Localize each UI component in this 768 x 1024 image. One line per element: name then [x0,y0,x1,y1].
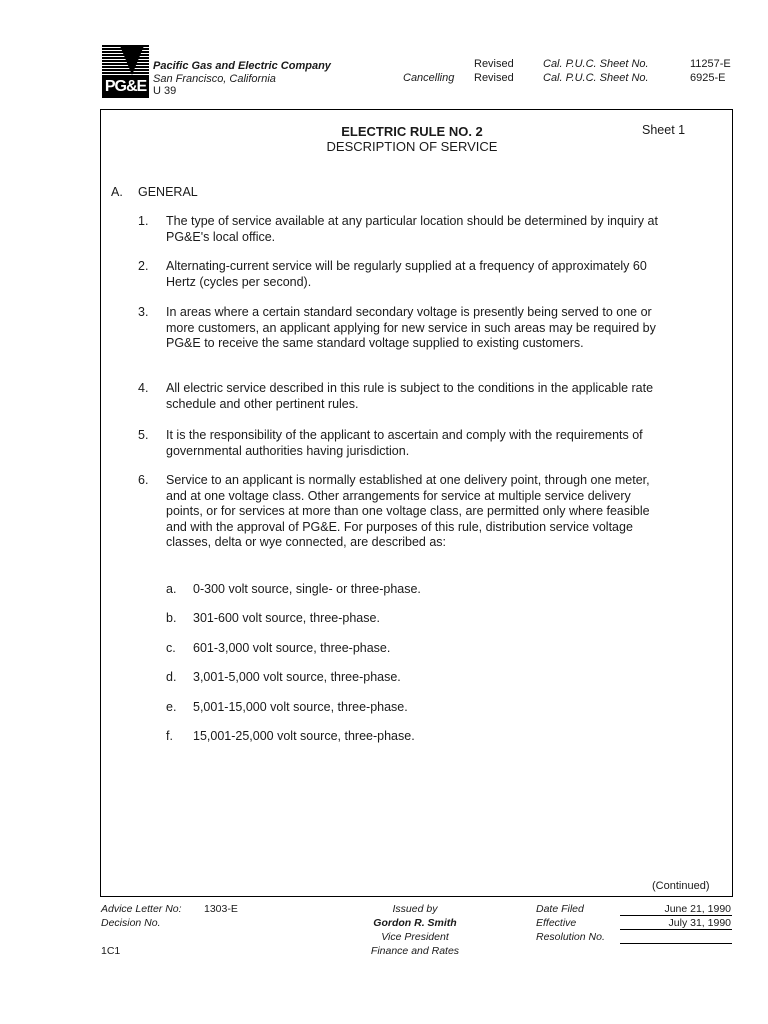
effective-value: July 31, 1990 [668,917,731,929]
effective-label: Effective [536,917,577,929]
item-number: 3. [138,305,149,319]
advice-letter-label: Advice Letter No: [101,903,182,915]
rule-title: ELECTRIC RULE NO. 2 [341,124,483,139]
item-text: In areas where a certain standard secondary voltage is presently being served to one or more customers, an applicant applying for new service in such areas may be required by PG&E to receive the same standard voltage supplied to existing customers. [166,305,656,350]
subitem-letter: b. [166,611,177,625]
subitem-letter: e. [166,700,177,714]
subitem-letter: c. [166,641,176,655]
form-code: 1C1 [101,945,121,957]
issuer-title: Vice President [381,931,449,943]
item-number: 5. [138,428,149,442]
cancelling-label: Cancelling [403,72,455,84]
resolution-label: Resolution No. [536,931,605,943]
sheet-indicator: Sheet 1 [642,123,686,137]
subitem-text: 15,001-25,000 volt source, three-phase. [193,729,415,743]
utility-number: U 39 [153,85,177,97]
sheet-number-2: 6925-E [690,72,726,84]
revised-status-2: Revised [474,72,514,84]
subitem-text: 5,001-15,000 volt source, three-phase. [193,700,408,714]
subitem-letter: d. [166,670,177,684]
item-number: 1. [138,214,149,228]
sheet-label-2: Cal. P.U.C. Sheet No. [543,72,649,84]
item-text: It is the responsibility of the applicant to ascertain and comply with the requirements of governmental authorities having jurisdiction. [166,428,643,458]
item-text: Service to an applicant is normally established at one delivery point, through one meter, and at one voltage class. Other arrangements for service at multiple service delivery points, or for services at more than one voltage class, are permitted only where feasible and with the approval of PG&E. For purposes of this rule, distribution service voltage classes, delta or wye connected, are described as: [166,473,650,549]
subitem-text: 601-3,000 volt source, three-phase. [193,641,391,655]
subitem-text: 0-300 volt source, single- or three-phase. [193,582,421,596]
date-filed-value: June 21, 1990 [664,903,731,915]
issued-by-label: Issued by [392,903,438,915]
resolution-underline [620,943,732,944]
company-name: Pacific Gas and Electric Company [153,60,331,72]
section-title: GENERAL [138,185,198,199]
subitem-text: 301-600 volt source, three-phase. [193,611,380,625]
item-text: Alternating-current service will be regularly supplied at a frequency of approximately 60 Hertz (cycles per second). [166,259,647,289]
subitem-letter: f. [166,729,173,743]
sheet-label-1: Cal. P.U.C. Sheet No. [543,58,649,70]
advice-letter-value: 1303-E [204,903,238,915]
item-text: The type of service available at any particular location should be determined by inquiry at PG&E's local office. [166,214,658,244]
rule-subtitle: DESCRIPTION OF SERVICE [326,139,498,154]
logo-text: PG&E [104,78,147,95]
item-number: 6. [138,473,149,487]
item-number: 2. [138,259,149,273]
continued-note: (Continued) [652,880,710,892]
item-text: All electric service described in this rule is subject to the conditions in the applicable rate schedule and other pertinent rules. [166,381,654,411]
issuer-name: Gordon R. Smith [373,917,457,929]
date-filed-label: Date Filed [536,903,584,915]
company-city: San Francisco, California [153,73,276,85]
logo-wedge [118,45,146,75]
item-number: 4. [138,381,149,395]
sheet-number-1: 11257-E [690,58,731,70]
revised-status-1: Revised [474,58,514,70]
subitem-text: 3,001-5,000 volt source, three-phase. [193,670,401,684]
section-letter: A. [111,185,123,199]
effective-underline [620,929,732,930]
subitem-letter: a. [166,582,177,596]
pge-logo [102,45,149,98]
decision-label: Decision No. [101,917,161,929]
issuer-department: Finance and Rates [370,945,460,957]
